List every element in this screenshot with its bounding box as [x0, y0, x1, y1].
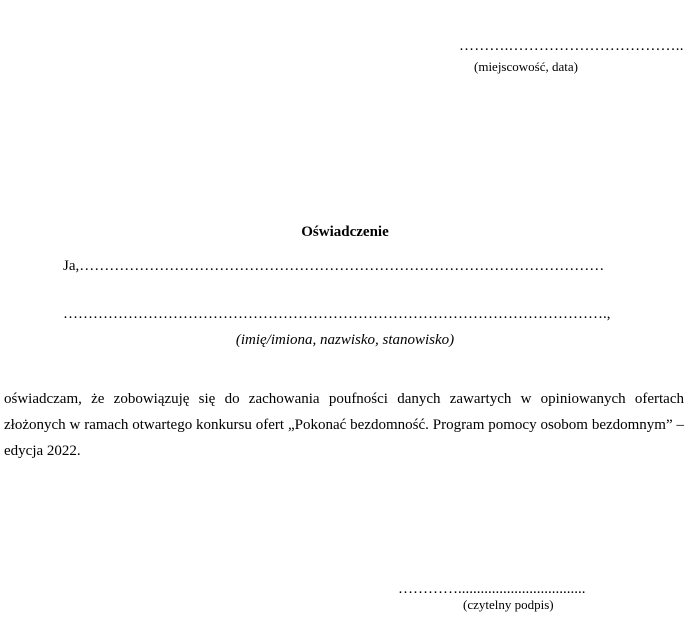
document-title: Oświadczenie: [301, 224, 389, 240]
name-caption: (imię/imiona, nazwisko, stanowisko): [235, 332, 455, 348]
signature-line: …………..................................: [398, 581, 586, 597]
place-date-caption: (miejscowość, data): [474, 59, 578, 74]
name-line-2: ……………………………………………………………………………………………….,: [63, 306, 611, 322]
name-line-1: Ja,……………………………………………………………………………………………: [63, 258, 605, 274]
place-date-line: ……….……………………………..: [459, 38, 684, 54]
signature-caption: (czytelny podpis): [463, 597, 554, 612]
declaration-body: oświadczam, że zobowiązuję się do zachowania poufności danych zawartych w opiniowanych ofertach złożonych w ramach otwartego konkursu ofert „Pokonać bezdomność. Program pomocy osobom bezdomnym” – edycja 2022.: [4, 391, 684, 459]
